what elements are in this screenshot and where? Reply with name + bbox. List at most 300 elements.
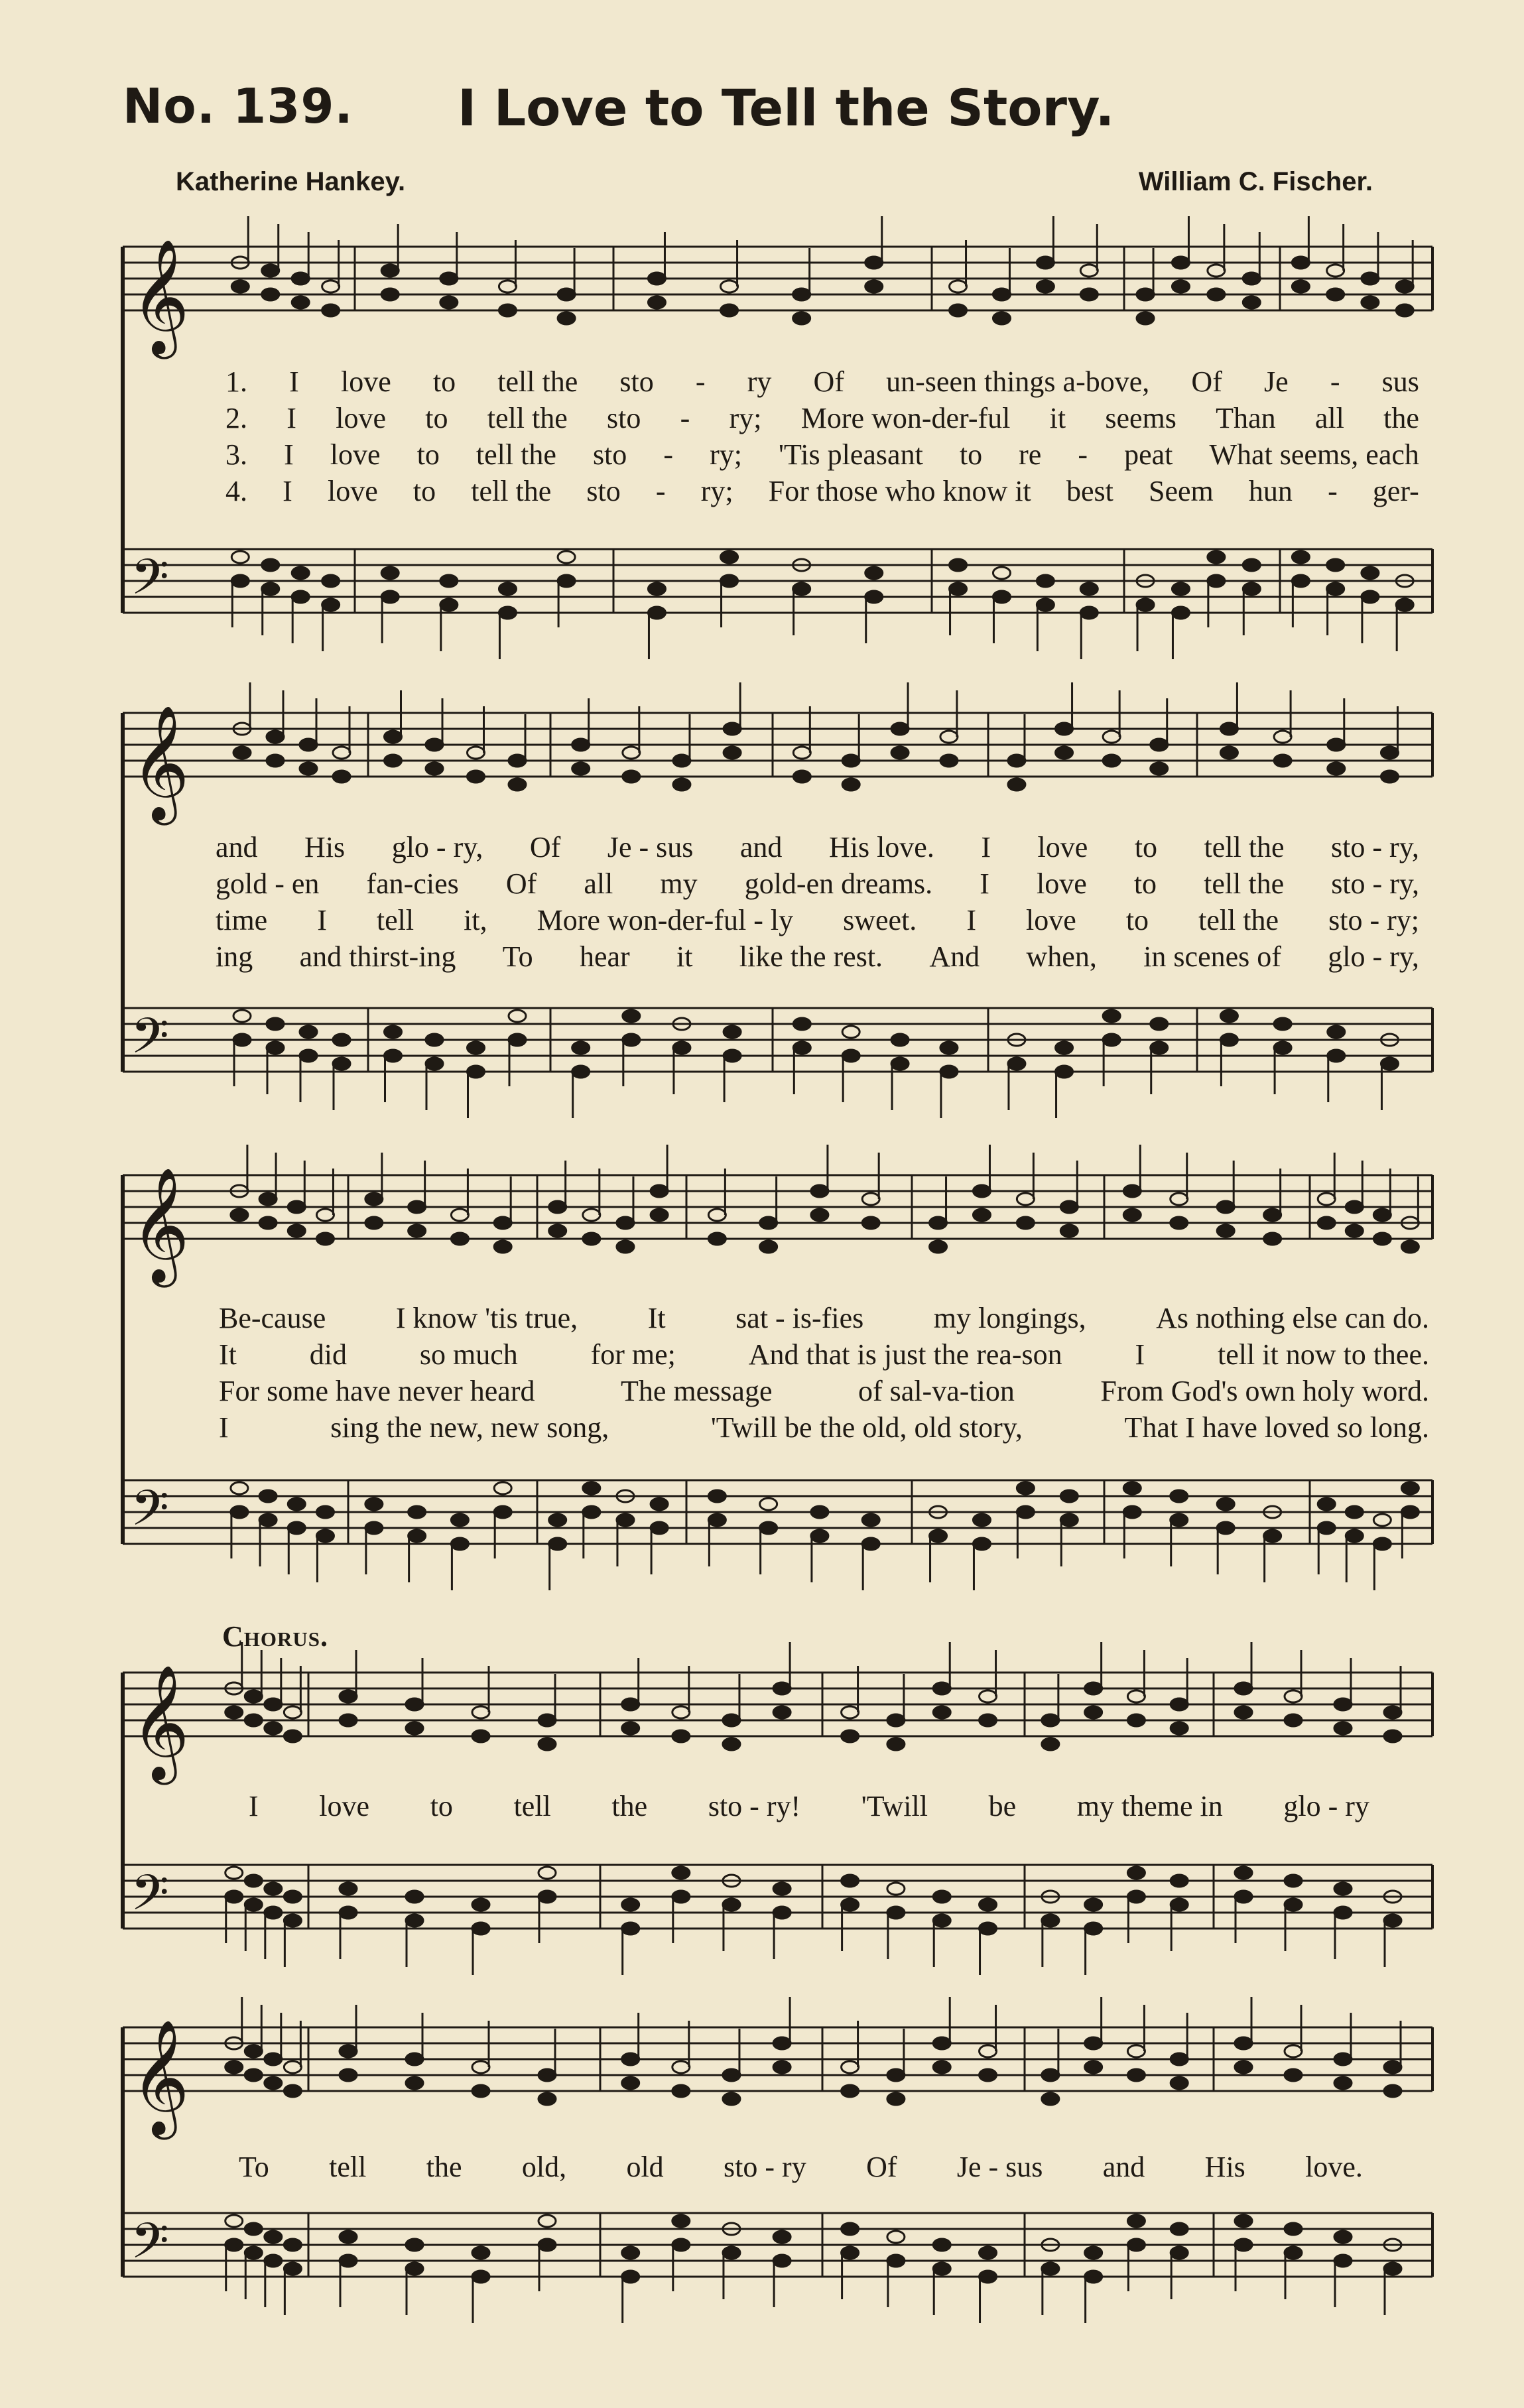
notehead <box>472 1730 489 1742</box>
notehead <box>973 1538 990 1550</box>
verse-word: For some have never heard <box>219 1375 535 1407</box>
notehead <box>365 1193 383 1205</box>
notehead <box>862 1538 879 1550</box>
notehead <box>793 288 810 300</box>
verse-word: sto <box>586 475 621 507</box>
verse-word: tell it now to thee. <box>1218 1338 1429 1371</box>
notehead <box>409 1201 426 1213</box>
lyric-line <box>219 1301 1429 1335</box>
notehead <box>509 779 526 791</box>
notehead <box>1127 2069 1145 2081</box>
notehead <box>1171 1490 1188 1502</box>
notehead <box>1327 265 1344 277</box>
notehead <box>539 1891 556 1903</box>
notehead <box>723 2093 740 2105</box>
notehead <box>265 1907 282 1919</box>
notehead <box>558 312 575 324</box>
notehead <box>494 1482 511 1494</box>
notehead <box>440 575 458 587</box>
notehead <box>950 559 967 571</box>
notehead <box>539 2093 556 2105</box>
notehead <box>1171 1193 1188 1205</box>
notehead <box>426 739 443 751</box>
notehead <box>539 1714 556 1726</box>
verse-word: it, <box>464 904 487 936</box>
verse-word: tell the <box>471 475 552 507</box>
lyric-line <box>219 1374 1429 1408</box>
notehead <box>1384 2263 1401 2275</box>
notehead <box>1056 1042 1073 1054</box>
notehead <box>225 1706 243 1718</box>
notehead <box>1017 1193 1034 1205</box>
notehead <box>993 312 1010 324</box>
notehead <box>558 575 575 587</box>
notehead <box>1085 2037 1102 2049</box>
notehead <box>1085 1899 1102 1911</box>
notehead <box>1328 763 1345 775</box>
notehead <box>468 747 485 759</box>
notehead <box>1171 1899 1188 1911</box>
notehead <box>1346 1530 1363 1542</box>
verse-word: 'Tis pleasant <box>779 438 923 471</box>
notehead <box>1285 1899 1302 1911</box>
notehead <box>1056 1066 1073 1078</box>
notehead <box>811 1185 828 1197</box>
notehead <box>1017 1482 1034 1494</box>
verse-word: time <box>216 904 268 936</box>
notehead <box>1171 1875 1188 1887</box>
notehead <box>1085 1682 1102 1694</box>
notehead <box>811 1530 828 1542</box>
notehead <box>648 296 665 308</box>
notehead <box>1085 1706 1102 1718</box>
notehead <box>862 1514 879 1526</box>
notehead <box>1334 1883 1352 1895</box>
notehead <box>494 1217 511 1229</box>
notehead <box>622 1722 639 1734</box>
verse-word: 4. <box>225 475 247 507</box>
notehead <box>793 771 810 783</box>
notehead <box>499 607 516 619</box>
notehead <box>1220 1010 1238 1022</box>
notehead <box>724 1050 741 1062</box>
notehead <box>1172 281 1189 292</box>
notehead <box>468 1042 485 1054</box>
notehead <box>1285 2045 1302 2057</box>
notehead <box>622 1899 639 1911</box>
lyric-line <box>216 867 1419 901</box>
notehead <box>1042 1714 1059 1726</box>
notehead <box>316 1209 334 1221</box>
chorus-word: To <box>239 2151 269 2183</box>
notehead <box>773 1907 791 1919</box>
verse-word: it <box>1049 402 1066 434</box>
notehead <box>842 2061 859 2073</box>
chorus-word: sto - ry! <box>708 1790 801 1822</box>
notehead <box>933 2061 950 2073</box>
notehead <box>284 2061 301 2073</box>
notehead <box>572 1066 590 1078</box>
notehead <box>1285 1690 1302 1702</box>
notehead <box>724 1026 741 1038</box>
notehead <box>267 731 284 743</box>
verse-word: - <box>695 365 706 398</box>
notehead <box>558 551 575 563</box>
notehead <box>793 312 810 324</box>
verse-word: of sal-va-tion <box>858 1375 1015 1407</box>
verse-word: and <box>216 831 258 863</box>
notehead <box>930 1217 947 1229</box>
notehead <box>1042 2263 1059 2275</box>
notehead <box>842 779 859 791</box>
notehead <box>933 2037 950 2049</box>
notehead <box>1285 1714 1302 1726</box>
verse-word: tell the <box>476 438 556 471</box>
notehead <box>549 1225 566 1237</box>
notehead <box>760 1217 777 1229</box>
notehead <box>723 2069 740 2081</box>
notehead <box>622 2077 639 2089</box>
notehead <box>721 304 738 316</box>
notehead <box>723 1738 740 1750</box>
verse-word: to <box>432 365 456 398</box>
notehead <box>499 304 516 316</box>
notehead <box>708 1514 726 1526</box>
notehead <box>340 2045 357 2057</box>
notehead <box>333 771 350 783</box>
notehead <box>1085 2061 1102 2073</box>
notehead <box>980 1923 997 1934</box>
chorus-word: I <box>249 1790 259 1822</box>
notehead <box>1334 1698 1352 1710</box>
verse-word: That I have loved so long. <box>1124 1411 1429 1444</box>
notehead <box>1235 2061 1252 2073</box>
notehead <box>1037 599 1054 611</box>
treble-clef-icon: 𝄞 <box>131 239 190 354</box>
notehead <box>651 1498 668 1510</box>
notehead <box>1401 1506 1419 1518</box>
verse-word: I <box>283 475 292 507</box>
notehead <box>1334 1907 1352 1919</box>
notehead <box>406 1722 423 1734</box>
verse-word: the <box>1383 402 1419 434</box>
notehead <box>539 1738 556 1750</box>
notehead <box>842 2247 859 2259</box>
notehead <box>672 1891 690 1903</box>
verse-word: ing <box>216 940 253 973</box>
notehead <box>340 1690 357 1702</box>
verse-word: my <box>660 867 698 900</box>
notehead <box>980 2247 997 2259</box>
verse-word: to <box>425 402 448 434</box>
notehead <box>1334 1722 1352 1734</box>
notehead <box>865 591 883 603</box>
notehead <box>1217 1498 1234 1510</box>
notehead <box>292 273 309 285</box>
verse-word: tell the <box>1198 904 1279 936</box>
notehead <box>231 551 249 563</box>
notehead <box>509 1010 526 1022</box>
notehead <box>288 1522 305 1534</box>
notehead <box>340 1883 357 1895</box>
verse-word: The message <box>621 1375 773 1407</box>
verse-word: un-seen things a-bove, <box>886 365 1150 398</box>
notehead <box>1037 575 1054 587</box>
notehead <box>1292 281 1309 292</box>
chorus-label: Chorus. <box>222 1620 329 1653</box>
notehead <box>472 1923 489 1934</box>
notehead <box>933 1682 950 1694</box>
notehead <box>1217 1522 1234 1534</box>
verse-word: As nothing else can do. <box>1156 1302 1429 1334</box>
notehead <box>284 1915 301 1927</box>
notehead <box>1172 257 1189 269</box>
verse-word: sto - ry, <box>1331 867 1419 900</box>
notehead <box>887 2231 905 2243</box>
verse-word: for me; <box>590 1338 676 1371</box>
notehead <box>1362 591 1379 603</box>
verse-word: tell the <box>487 402 568 434</box>
notehead <box>793 747 810 759</box>
notehead <box>1080 288 1098 300</box>
verse-word: sing the new, new song, <box>330 1411 609 1444</box>
notehead <box>1235 2239 1252 2251</box>
notehead <box>1172 607 1189 619</box>
notehead <box>617 1241 634 1253</box>
verse-word: tell <box>376 904 414 936</box>
notehead <box>468 771 485 783</box>
lyricist-credit: Katherine Hankey. <box>176 167 406 196</box>
notehead <box>288 1201 305 1213</box>
notehead <box>426 763 443 775</box>
notehead <box>385 755 402 767</box>
notehead <box>865 281 883 292</box>
notehead <box>1346 1201 1363 1213</box>
chorus-word: sto - ry <box>724 2151 806 2183</box>
notehead <box>1264 1233 1281 1245</box>
notehead <box>472 2247 489 2259</box>
notehead <box>1060 1490 1078 1502</box>
notehead <box>385 1050 402 1062</box>
notehead <box>262 265 279 277</box>
lyric-line <box>225 438 1419 472</box>
notehead <box>973 1514 990 1526</box>
notehead <box>451 1514 468 1526</box>
notehead <box>267 1018 284 1030</box>
notehead <box>300 739 317 751</box>
notehead <box>1328 1026 1345 1038</box>
notehead <box>980 2045 997 2057</box>
notehead <box>1137 288 1154 300</box>
notehead <box>1318 1498 1335 1510</box>
notehead <box>1042 1915 1059 1927</box>
notehead <box>381 265 399 277</box>
notehead <box>365 1498 383 1510</box>
verse-word: hear <box>579 940 630 973</box>
notehead <box>708 1209 726 1221</box>
notehead <box>1171 1722 1188 1734</box>
notehead <box>1362 567 1379 579</box>
notehead <box>300 1050 317 1062</box>
notehead <box>1151 763 1168 775</box>
bass-clef-icon: 𝄢 <box>131 548 169 618</box>
bass-clef-icon: 𝄢 <box>131 2212 169 2282</box>
verse-word: fan-cies <box>366 867 459 900</box>
notehead <box>887 1883 905 1895</box>
notehead <box>499 583 516 595</box>
notehead <box>933 2239 950 2251</box>
notehead <box>842 1706 859 1718</box>
notehead <box>225 1867 243 1879</box>
notehead <box>1235 1891 1252 1903</box>
notehead <box>409 1225 426 1237</box>
notehead <box>723 2247 740 2259</box>
notehead <box>950 583 967 595</box>
notehead <box>322 599 340 611</box>
notehead <box>773 1883 791 1895</box>
notehead <box>406 2239 423 2251</box>
notehead <box>265 2053 282 2065</box>
notehead <box>406 2263 423 2275</box>
notehead <box>1008 755 1025 767</box>
notehead <box>842 755 859 767</box>
verse-word: 2. <box>225 402 247 434</box>
notehead <box>539 2069 556 2081</box>
notehead <box>1384 1706 1401 1718</box>
notehead <box>1220 723 1238 735</box>
hymn-number: No. 139. <box>123 78 353 134</box>
bass-clef-icon: 𝄢 <box>131 1864 169 1934</box>
verse-word: - <box>663 438 674 471</box>
verse-word: More won-der-ful <box>800 402 1011 434</box>
notehead <box>1373 1209 1391 1221</box>
notehead <box>1123 1482 1141 1494</box>
notehead <box>1037 257 1054 269</box>
notehead <box>1042 2093 1059 2105</box>
verse-word: my longings, <box>933 1302 1086 1334</box>
notehead <box>231 281 249 292</box>
notehead <box>672 1867 690 1879</box>
verse-word: glo - ry, <box>1328 940 1419 973</box>
composer-credit: William C. Fischer. <box>1138 167 1373 196</box>
notehead <box>1334 2231 1352 2243</box>
notehead <box>842 2085 859 2097</box>
verse-word: Of <box>813 365 844 398</box>
notehead <box>1264 1209 1281 1221</box>
notehead <box>842 1875 859 1887</box>
notehead <box>842 2223 859 2235</box>
verse-word: tell the <box>1204 831 1285 863</box>
notehead <box>300 763 317 775</box>
notehead <box>1008 1058 1025 1070</box>
verse-word: all <box>1314 402 1344 434</box>
notehead <box>811 1209 828 1221</box>
notehead <box>891 747 909 759</box>
verse-word: To <box>502 940 533 973</box>
notehead <box>333 1034 350 1046</box>
verse-word: What seems, each <box>1209 438 1419 471</box>
notehead <box>1208 265 1225 277</box>
notehead <box>225 2061 243 2073</box>
notehead <box>284 1730 301 1742</box>
notehead <box>1381 747 1398 759</box>
notehead <box>472 2085 489 2097</box>
notehead <box>672 2239 690 2251</box>
verse-word: 1. <box>225 365 247 398</box>
notehead <box>1327 583 1344 595</box>
notehead <box>451 1209 468 1221</box>
notehead <box>933 2263 950 2275</box>
notehead <box>1060 1201 1078 1213</box>
verse-word: For those who know it <box>768 475 1031 507</box>
notehead <box>708 1490 726 1502</box>
verse-word: I <box>1135 1338 1145 1371</box>
notehead <box>940 1042 958 1054</box>
notehead <box>887 2093 905 2105</box>
chorus-word: Of <box>866 2151 897 2183</box>
verse-word: to <box>413 475 436 507</box>
notehead <box>1220 747 1238 759</box>
notehead <box>622 2247 639 2259</box>
notehead <box>1171 1217 1188 1229</box>
notehead <box>472 1899 489 1911</box>
notehead <box>1171 2053 1188 2065</box>
notehead <box>940 731 958 743</box>
notehead <box>617 1217 634 1229</box>
notehead <box>980 2271 997 2283</box>
notehead <box>225 1891 243 1903</box>
notehead <box>265 2077 282 2089</box>
notehead <box>409 1530 426 1542</box>
notehead <box>426 1034 443 1046</box>
notehead <box>1042 1738 1059 1750</box>
notehead <box>1151 1018 1168 1030</box>
notehead <box>1085 2271 1102 2283</box>
notehead <box>862 1193 879 1205</box>
notehead <box>451 1233 468 1245</box>
notehead <box>773 2061 791 2073</box>
verse-word: I know 'tis true, <box>395 1302 578 1334</box>
notehead <box>1235 1706 1252 1718</box>
notehead <box>1396 304 1413 316</box>
verse-word: Of <box>1191 365 1222 398</box>
notehead <box>1285 2069 1302 2081</box>
notehead <box>623 771 640 783</box>
verse-word: I <box>286 402 296 434</box>
verse-word: glo - ry, <box>391 831 483 863</box>
notehead <box>509 755 526 767</box>
notehead <box>793 1018 810 1030</box>
notehead <box>539 2239 556 2251</box>
notehead <box>265 1722 282 1734</box>
treble-clef-icon: 𝄞 <box>131 2019 190 2135</box>
notehead <box>773 1682 791 1694</box>
notehead <box>862 1217 879 1229</box>
lyric-line <box>225 474 1419 508</box>
notehead <box>1151 739 1168 751</box>
notehead <box>1235 2037 1252 2049</box>
notehead <box>933 1915 950 1927</box>
lyric-line <box>216 940 1419 974</box>
notehead <box>1171 2247 1188 2259</box>
notehead <box>933 1706 950 1718</box>
notehead <box>773 2231 791 2243</box>
notehead <box>381 567 399 579</box>
notehead <box>1042 2069 1059 2081</box>
notehead <box>1085 2247 1102 2259</box>
notehead <box>1151 1042 1168 1054</box>
notehead <box>1318 1522 1335 1534</box>
